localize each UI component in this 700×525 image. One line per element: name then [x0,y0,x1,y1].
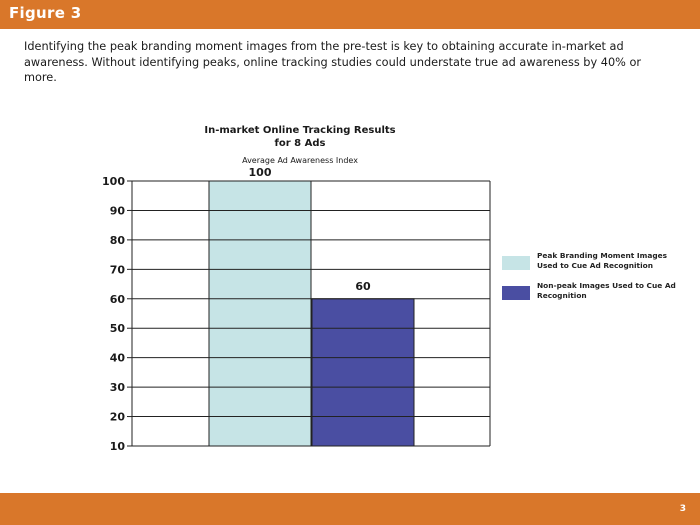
y-tick-label-50: 50 [109,322,125,336]
y-tick-label-80: 80 [109,233,125,247]
y-tick-label-100: 100 [102,175,125,188]
chart-title: In-market Online Tracking Results for 8 Ads [204,125,396,149]
y-tick-label-70: 70 [109,263,125,277]
footer-bar [0,493,700,525]
y-tick-label-60: 60 [109,292,125,306]
bar-non-peak [312,299,414,446]
bar-peak [209,181,311,446]
intro-paragraph: Identifying the peak branding moment images from the pre-test is key to obtaining accurate in-market ad awareness. Without identifying peaks, online tracking studies could understate true ad awareness by 40% or more. [24,40,642,84]
legend-item-non-peak [502,281,682,311]
data-label-peak: 100 [248,166,272,179]
legend-swatch-non-peak [502,286,530,300]
chart-subtitle: Average Ad Awareness Index [242,156,358,165]
legend-label-non-peak: Non-peak Images Used to Cue Ad Recognition [537,281,676,300]
legend-item-peak [502,251,682,281]
y-tick-label-20: 20 [109,410,125,424]
legend-swatch-peak [502,256,530,270]
page-number: 3 [679,504,686,514]
y-tick-label-90: 90 [109,204,125,218]
y-tick-label-30: 30 [109,381,125,395]
legend-label-peak: Peak Branding Moment Images Used to Cue Ad Recognition [537,251,668,270]
chart-legend [502,251,682,311]
y-tick-label-10: 10 [109,440,125,453]
y-tick-label-40: 40 [109,351,125,365]
figure-title: Figure 3 [9,4,82,22]
data-label-non-peak: 60 [355,279,371,293]
